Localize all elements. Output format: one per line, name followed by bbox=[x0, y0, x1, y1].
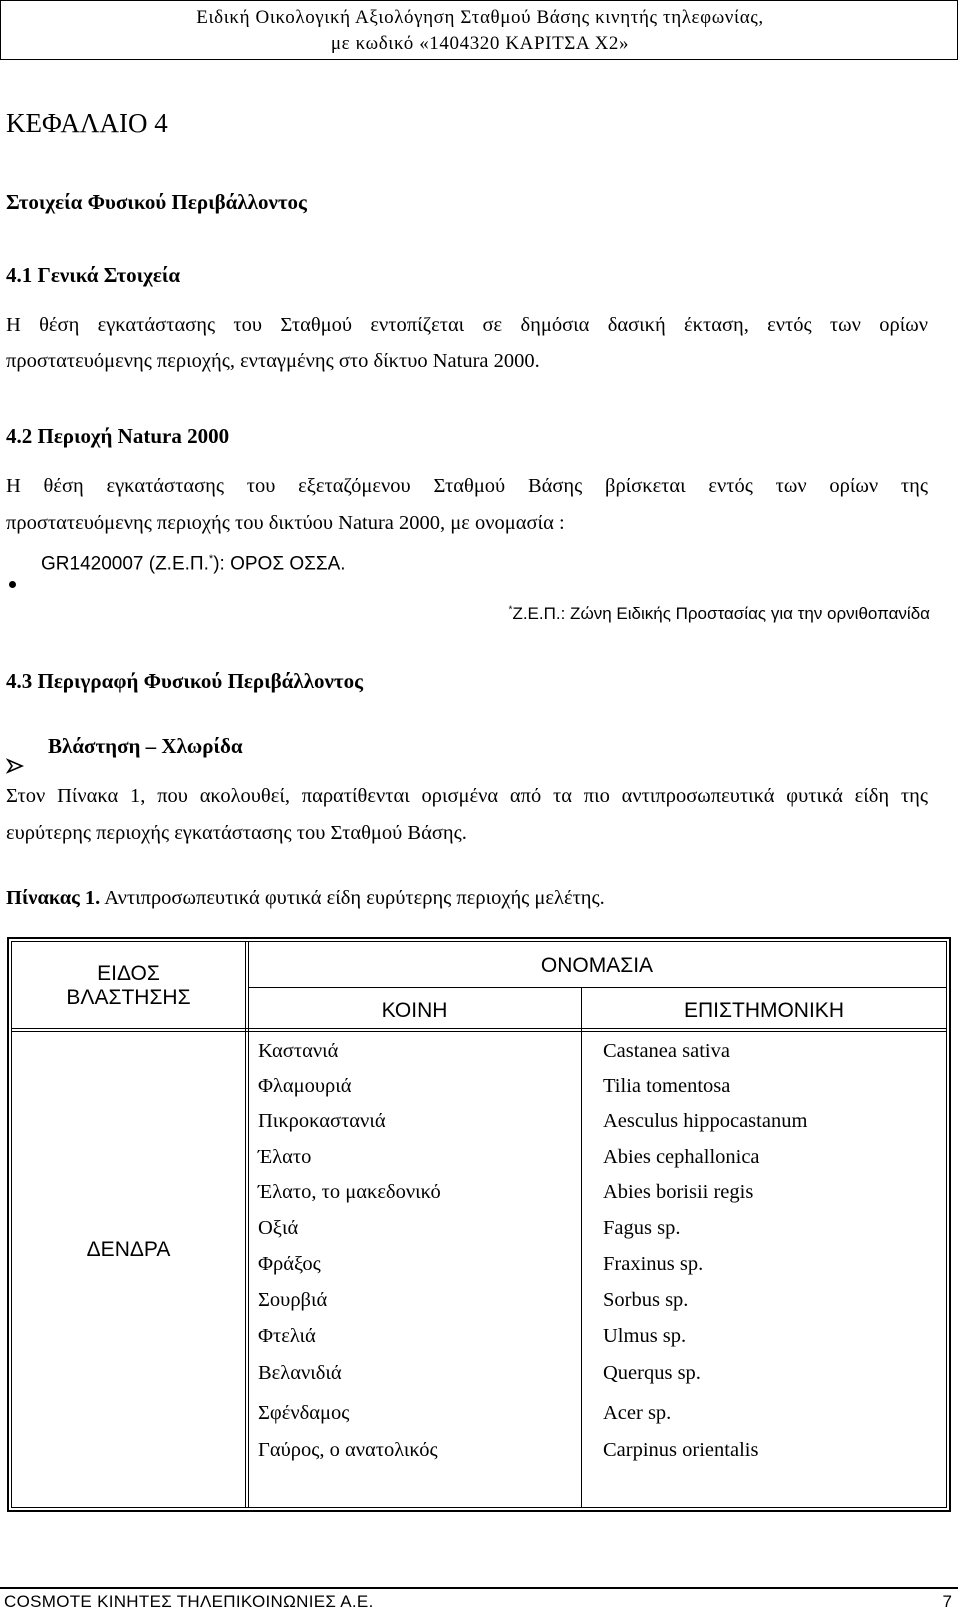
section-4-1-line-1: Η θέση εγκατάστασης του Σταθμού εντοπίζεται σε δημόσια δασική έκταση, εντός των ορίων bbox=[6, 314, 928, 336]
table-cell-scientific: Fagus sp. bbox=[603, 1217, 681, 1239]
arrow-bullet-icon bbox=[6, 758, 24, 774]
header-bottom-line-2 bbox=[12, 1031, 946, 1032]
section-4-3-line-2: ευρύτερης περιοχής εγκατάστασης του Σταθμού Βάσης. bbox=[6, 822, 467, 844]
footer-company: COSMOTE ΚΙΝΗΤΕΣ ΤΗΛΕΠΙΚΟΙΝΩΝΙΕΣ Α.Ε. bbox=[4, 1592, 374, 1611]
footnote-text: Ζ.Ε.Π.: Ζώνη Ειδικής Προστασίας για την ορνιθοπανίδα bbox=[512, 604, 930, 623]
vegetation-subheading: Βλάστηση – Χλωρίδα bbox=[48, 734, 243, 758]
table-cell-common: Φλαμουριά bbox=[258, 1075, 352, 1097]
species-table bbox=[7, 937, 951, 1512]
table-cell-common: Βελανιδιά bbox=[258, 1362, 342, 1384]
section-4-2-line-2: προστατευόμενης περιοχής του δικτύου Natura 2000, με ονομασία : bbox=[6, 512, 565, 534]
header-bottom-line bbox=[12, 1028, 946, 1029]
table-cell-common: Σφένδαμος bbox=[258, 1402, 350, 1424]
table-caption bbox=[6, 887, 605, 910]
species-table-frame bbox=[11, 941, 947, 1508]
table-cell-scientific: Aesculus hippocastanum bbox=[603, 1110, 808, 1132]
header-name: ΟΝΟΜΑΣΙΑ bbox=[540, 954, 654, 977]
table-cell-scientific: Abies cephallonica bbox=[603, 1146, 760, 1168]
column-divider-2 bbox=[581, 987, 582, 1507]
footnote-sup: * bbox=[508, 604, 513, 616]
table-cell-scientific: Tilia tomentosa bbox=[603, 1075, 731, 1097]
bullet-dot-icon bbox=[9, 581, 16, 588]
footnote-marker: * bbox=[208, 553, 214, 565]
page-header bbox=[0, 0, 958, 60]
table-cell-common: Φτελιά bbox=[258, 1325, 316, 1347]
table-cell-common: Πικροκαστανιά bbox=[258, 1110, 386, 1132]
table-cell-scientific: Castanea sativa bbox=[603, 1040, 730, 1062]
header-line-1: Ειδική Οικολογική Αξιολόγηση Σταθμού Βάσης κινητής τηλεφωνίας, bbox=[196, 7, 764, 28]
header-vegetation-type bbox=[12, 962, 245, 1010]
header-type-line-1: ΕΙΔΟΣ bbox=[97, 962, 160, 985]
header-scientific: ΕΠΙΣΤΗΜΟΝΙΚΗ bbox=[684, 999, 844, 1022]
page-number: 7 bbox=[942, 1592, 952, 1611]
header-type-line-2: ΒΛΑΣΤΗΣΗΣ bbox=[66, 986, 191, 1009]
section-4-2-heading: 4.2 Περιοχή Natura 2000 bbox=[6, 424, 230, 448]
table-cell-common: Σουρβιά bbox=[258, 1289, 328, 1311]
table-cell-scientific: Ulmus sp. bbox=[603, 1325, 687, 1347]
natura-site-code: GR1420007 (Ζ.Ε.Π. bbox=[41, 553, 209, 575]
footer-divider bbox=[0, 1587, 958, 1589]
column-divider-1 bbox=[245, 942, 246, 1507]
section-4-1-heading: 4.1 Γενικά Στοιχεία bbox=[6, 263, 181, 287]
table-cell-scientific: Fraxinus sp. bbox=[603, 1253, 704, 1275]
table-cell-scientific: Abies borisii regis bbox=[603, 1181, 754, 1203]
table-cell-common: Γαύρος, ο ανατολικός bbox=[258, 1439, 438, 1461]
natura-site-name: ): ΟΡΟΣ ΟΣΣΑ. bbox=[213, 553, 346, 575]
table-cell-common: Φράξος bbox=[258, 1253, 321, 1275]
column-divider-1b bbox=[248, 942, 249, 1507]
section-4-3-line-1: Στον Πίνακα 1, που ακολουθεί, παρατίθενται ορισμένα από τα πιο αντιπροσωπευτικά φυτικά είδη της bbox=[6, 785, 928, 807]
name-header-divider bbox=[248, 987, 946, 988]
table-cell-common: Οξιά bbox=[258, 1217, 299, 1239]
section-4-1-line-2: προστατευόμενης περιοχής, ενταγμένης στο δίκτυο Natura 2000. bbox=[6, 350, 540, 372]
table-caption-text: Αντιπροσωπευτικά φυτικά είδη ευρύτερης περιοχής μελέτης. bbox=[100, 887, 605, 909]
table-cell-scientific: Carpinus orientalis bbox=[603, 1439, 759, 1461]
table-cell-scientific: Acer sp. bbox=[603, 1402, 672, 1424]
section-4-3-heading: 4.3 Περιγραφή Φυσικού Περιβάλλοντος bbox=[6, 669, 363, 693]
table-cell-common: Έλατο bbox=[258, 1146, 312, 1168]
table-caption-label: Πίνακας 1. bbox=[6, 887, 101, 909]
chapter-number: ΚΕΦΑΛΑΙΟ 4 bbox=[6, 108, 168, 138]
header-common: ΚΟΙΝΗ bbox=[381, 999, 448, 1022]
section-4-2-line-1: Η θέση εγκατάστασης του εξεταζόμενου Σταθμού Βάσης βρίσκεται εντός των ορίων της bbox=[6, 475, 928, 497]
header-line-2: με κωδικό «1404320 ΚΑΡΙΤΣΑ Χ2» bbox=[330, 33, 630, 54]
natura-site-bullet bbox=[41, 553, 346, 575]
table-cell-common: Καστανιά bbox=[258, 1040, 339, 1062]
table-cell-scientific: Sorbus sp. bbox=[603, 1289, 689, 1311]
group-label-trees: ΔΕΝΔΡΑ bbox=[86, 1238, 171, 1261]
chapter-title: Στοιχεία Φυσικού Περιβάλλοντος bbox=[6, 190, 307, 214]
table-cell-scientific: Querqus sp. bbox=[603, 1362, 701, 1384]
footnote bbox=[509, 604, 930, 624]
table-cell-common: Έλατο, το μακεδονικό bbox=[258, 1181, 441, 1203]
